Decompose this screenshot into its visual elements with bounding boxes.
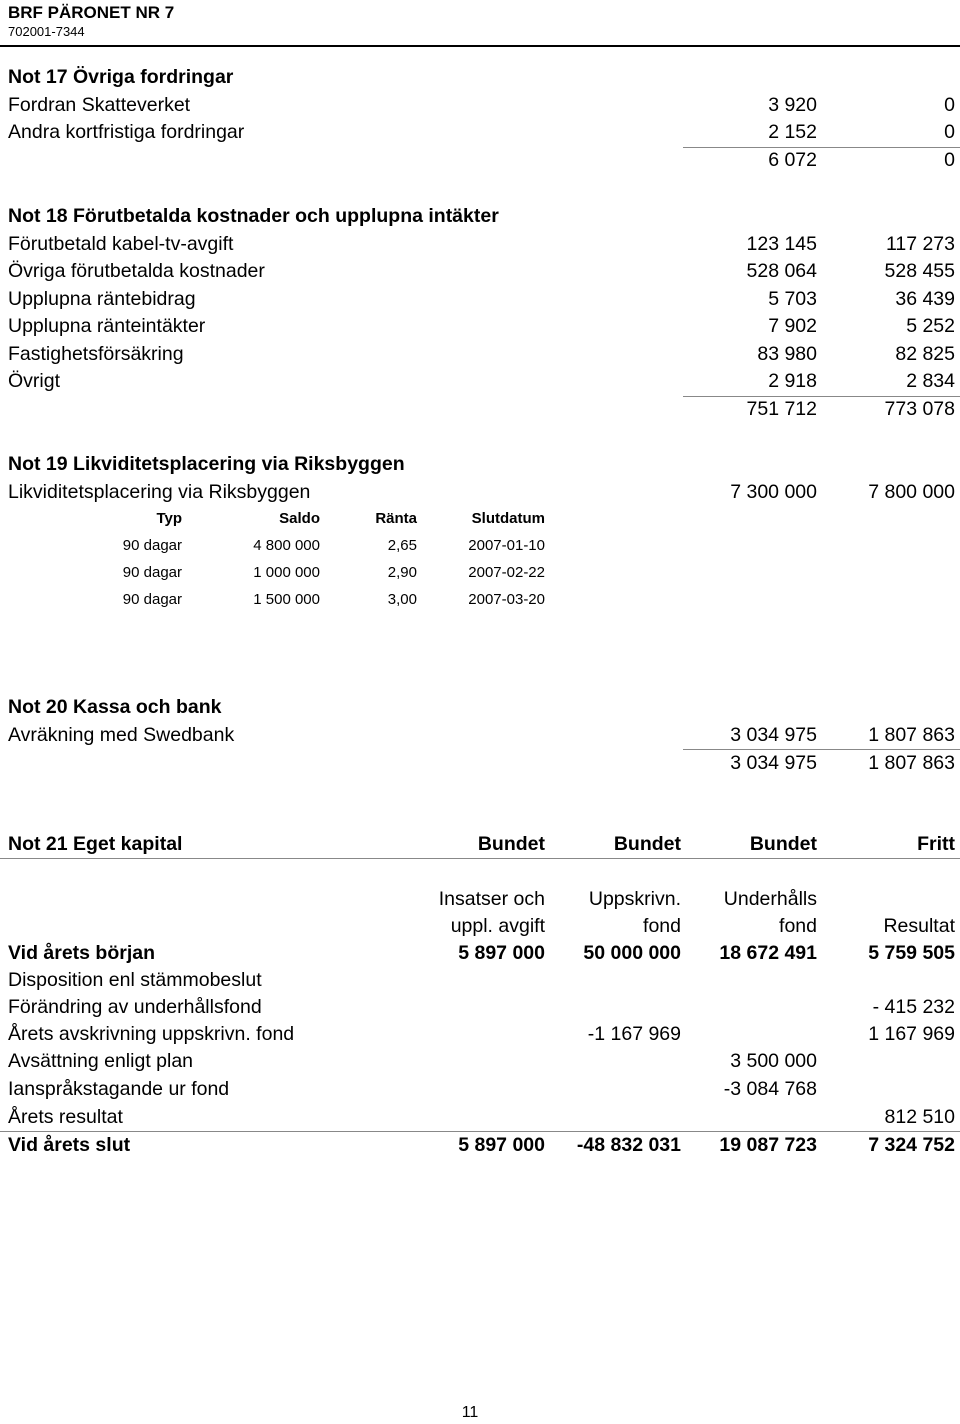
column-header: Slutdatum: [471, 510, 545, 527]
note-18-row: [0, 368, 960, 395]
row-label: Andra kortfristiga fordringar: [8, 121, 245, 143]
note-title: Not 20 Kassa och bank: [8, 696, 222, 718]
row-label: Övriga förutbetalda kostnader: [8, 260, 265, 282]
row-label: Fastighetsförsäkring: [8, 343, 184, 365]
current-year-value: 2 918: [768, 370, 817, 392]
note-17-total: [0, 147, 960, 174]
current-year-value: 3 920: [768, 94, 817, 116]
current-year-value: 7 300 000: [730, 481, 817, 503]
current-year-value: 3 034 975: [730, 724, 817, 746]
table-cell: 2007-01-10: [468, 537, 545, 554]
row-label: Övrigt: [8, 370, 61, 392]
row-label: Upplupna ränteintäkter: [8, 315, 206, 337]
row-label: Fordran Skatteverket: [8, 94, 191, 116]
equity-value: - 415 232: [872, 996, 955, 1018]
equity-row: [0, 1048, 960, 1075]
column-header: Ränta: [375, 510, 417, 527]
equity-row: [0, 1104, 960, 1131]
previous-year-total: 773 078: [884, 398, 955, 420]
note-18-heading: [0, 203, 960, 230]
column-name: fond: [779, 915, 817, 937]
previous-year-value: 5 252: [906, 315, 955, 337]
organization-name: BRF PÄRONET NR 7: [8, 3, 175, 22]
current-year-total: 3 034 975: [730, 752, 817, 774]
current-year-total: 6 072: [768, 149, 817, 171]
previous-year-value: 36 439: [895, 288, 955, 310]
note-20-total: [0, 750, 960, 777]
column-type: Fritt: [917, 833, 955, 855]
column-type: Bundet: [477, 833, 545, 855]
note-19-heading: [0, 451, 960, 478]
column-name: uppl. avgift: [450, 915, 545, 937]
equity-value: 7 324 752: [868, 1134, 955, 1156]
previous-year-value: 528 455: [884, 260, 955, 282]
equity-row: [0, 994, 960, 1021]
equity-value: -3 084 768: [723, 1078, 817, 1100]
equity-column-names: [0, 913, 960, 940]
equity-value: -1 167 969: [587, 1023, 681, 1045]
placement-table-row: [0, 534, 960, 558]
equity-value: 5 759 505: [868, 942, 955, 964]
equity-value: 19 087 723: [719, 1134, 817, 1156]
previous-year-total: 0: [944, 149, 955, 171]
column-type: Bundet: [749, 833, 817, 855]
previous-year-value: 7 800 000: [868, 481, 955, 503]
placement-table-row: [0, 561, 960, 585]
column-type: Bundet: [613, 833, 681, 855]
table-cell: 90 dagar: [122, 564, 182, 581]
heading-underline: [0, 858, 960, 859]
note-18-row: [0, 341, 960, 368]
equity-value: 5 897 000: [458, 942, 545, 964]
equity-row: [0, 1076, 960, 1103]
previous-year-value: 1 807 863: [868, 724, 955, 746]
previous-year-value: 2 834: [906, 370, 955, 392]
organization-number: 702001-7344: [8, 24, 85, 39]
previous-year-value: 117 273: [885, 233, 955, 255]
table-cell: 90 dagar: [122, 591, 182, 608]
column-name: Resultat: [883, 915, 955, 937]
placement-table-header: [0, 507, 960, 531]
equity-row: [0, 940, 960, 967]
equity-value: -48 832 031: [576, 1134, 681, 1156]
placement-table-row: [0, 588, 960, 612]
equity-row: [0, 1021, 960, 1048]
column-name: fond: [643, 915, 681, 937]
note-title: Not 17 Övriga fordringar: [8, 66, 234, 88]
row-label: Förutbetald kabel-tv-avgift: [8, 233, 234, 255]
row-label: Vid årets början: [8, 942, 156, 964]
table-cell: 2,90: [387, 564, 417, 581]
note-title: Not 19 Likviditetsplacering via Riksbyggen: [8, 453, 405, 475]
current-year-value: 123 145: [746, 233, 817, 255]
row-label: Ianspråkstagande ur fond: [8, 1078, 230, 1100]
column-name: Underhålls: [723, 888, 817, 910]
page-number: 11: [461, 1404, 479, 1421]
table-cell: 1 500 000: [253, 591, 320, 608]
table-cell: 3,00: [387, 591, 417, 608]
equity-row: [0, 967, 960, 994]
note-18-row: [0, 231, 960, 258]
current-year-value: 7 902: [768, 315, 817, 337]
row-label: Avsättning enligt plan: [8, 1050, 194, 1072]
current-year-value: 528 064: [746, 260, 817, 282]
table-cell: 1 000 000: [253, 564, 320, 581]
note-17-row: [0, 92, 960, 119]
equity-value: 50 000 000: [583, 942, 681, 964]
table-cell: 90 dagar: [122, 537, 182, 554]
table-cell: 2,65: [387, 537, 417, 554]
note-18-row: [0, 286, 960, 313]
equity-row: [0, 1132, 960, 1159]
equity-value: 812 510: [884, 1106, 955, 1128]
note-18-total: [0, 396, 960, 423]
row-label: Vid årets slut: [8, 1134, 131, 1156]
row-label: Disposition enl stämmobeslut: [8, 969, 262, 991]
column-header: Typ: [156, 510, 182, 527]
previous-year-total: 1 807 863: [868, 752, 955, 774]
note-17-heading: [0, 64, 960, 91]
column-header: Saldo: [279, 510, 320, 527]
note-title: Not 21 Eget kapital: [8, 833, 183, 855]
note-20-row: [0, 722, 960, 749]
row-label: Förändring av underhållsfond: [8, 996, 262, 1018]
current-year-value: 5 703: [768, 288, 817, 310]
previous-year-value: 0: [944, 94, 955, 116]
note-17-row: [0, 119, 960, 146]
note-18-row: [0, 313, 960, 340]
column-name: Uppskrivn.: [588, 888, 681, 910]
note-20-heading: [0, 694, 960, 721]
column-name: Insatser och: [438, 888, 545, 910]
row-label: Upplupna räntebidrag: [8, 288, 196, 310]
table-cell: 2007-03-20: [468, 591, 545, 608]
header-divider: [0, 45, 960, 47]
current-year-total: 751 712: [746, 398, 817, 420]
note-title: Not 18 Förutbetalda kostnader och upplupna intäkter: [8, 205, 499, 227]
equity-value: 5 897 000: [458, 1134, 545, 1156]
table-cell: 4 800 000: [253, 537, 320, 554]
equity-column-names: [0, 886, 960, 913]
note-18-row: [0, 258, 960, 285]
equity-value: 3 500 000: [730, 1050, 817, 1072]
table-cell: 2007-02-22: [468, 564, 545, 581]
previous-year-value: 0: [944, 121, 955, 143]
row-label: Årets avskrivning uppskrivn. fond: [8, 1023, 295, 1045]
note-19-row: [0, 479, 960, 506]
current-year-value: 83 980: [757, 343, 817, 365]
previous-year-value: 82 825: [895, 343, 955, 365]
row-label: Årets resultat: [8, 1106, 123, 1128]
equity-value: 1 167 969: [868, 1023, 955, 1045]
equity-value: 18 672 491: [719, 942, 817, 964]
row-label: Avräkning med Swedbank: [8, 724, 235, 746]
row-label: Likviditetsplacering via Riksbyggen: [8, 481, 311, 503]
note-21-heading: [0, 831, 960, 858]
current-year-value: 2 152: [768, 121, 817, 143]
